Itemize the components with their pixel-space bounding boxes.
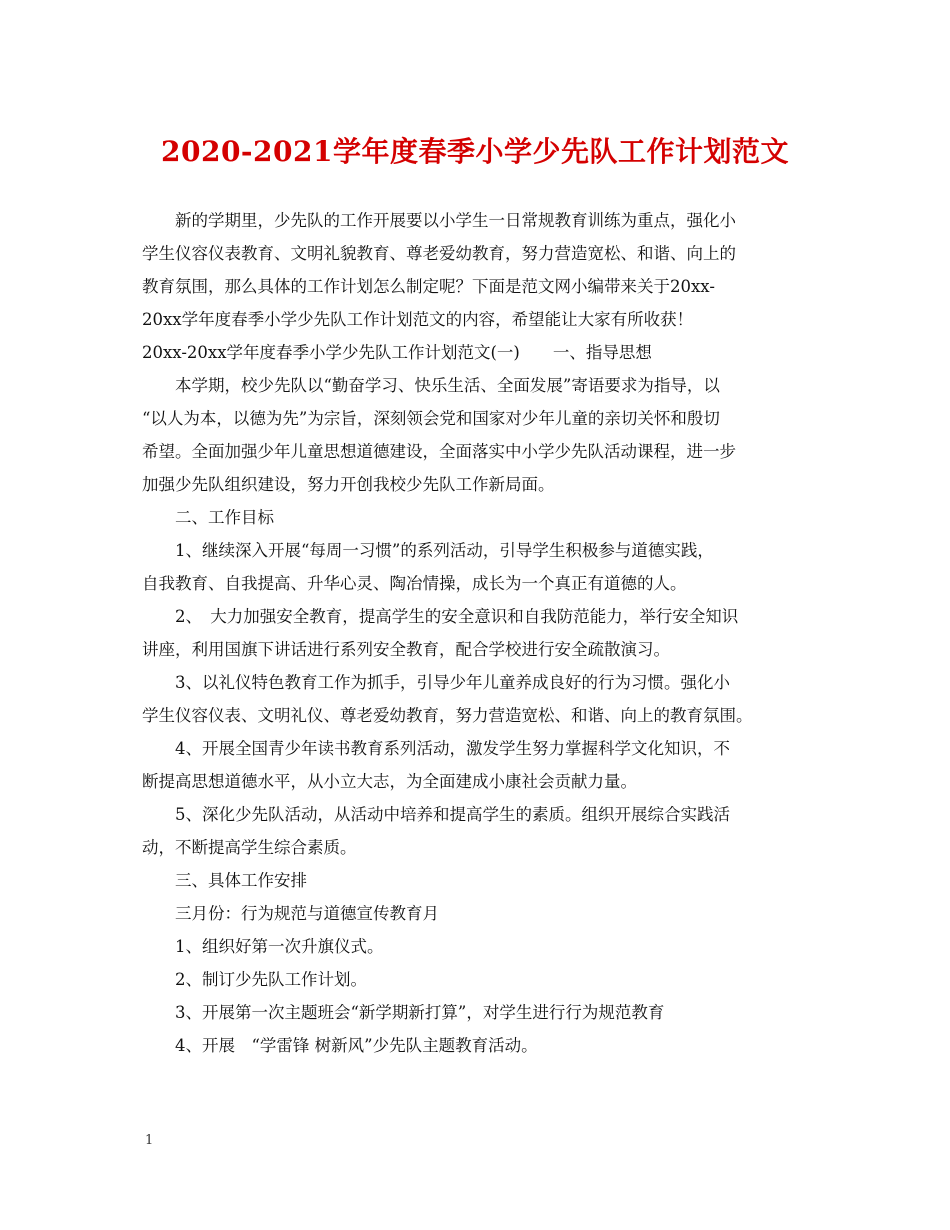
text-line: 学生仪容仪表教育、文明礼貌教育、尊老爱幼教育，努力营造宽松、和谐、向上的	[142, 244, 736, 263]
text-line: 4、开展 “学雷锋 树新风”少先队主题教育活动。	[175, 1036, 538, 1055]
text-line: 二、工作目标	[175, 508, 274, 527]
text-line: 3、开展第一次主题班会“新学期新打算”，对学生进行行为规范教育	[175, 1003, 665, 1022]
text-line: 加强少先队组织建设，努力开创我校少先队工作新局面。	[142, 475, 555, 494]
text-line: 三月份：行为规范与道德宣传教育月	[175, 904, 439, 923]
text-line: 2、 大力加强安全教育，提高学生的安全意识和自我防范能力，举行安全知识	[175, 607, 739, 626]
text-line: 20xx学年度春季小学少先队工作计划范文的内容，希望能让大家有所收获！	[142, 310, 694, 329]
page-number: 1	[145, 1133, 154, 1148]
text-line: 本学期，校少先队以“勤奋学习、快乐生活、全面发展”寄语要求为指导，以	[175, 376, 720, 395]
document-body	[142, 204, 812, 1062]
text-line: 三、具体工作安排	[175, 871, 307, 890]
text-line: 20xx-20xx学年度春季小学少先队工作计划范文(一) 一、指导思想	[142, 343, 652, 362]
text-line: 1、继续深入开展“每周一习惯”的系列活动，引导学生积极参与道德实践，	[175, 541, 714, 560]
text-line: 2、制订少先队工作计划。	[175, 970, 367, 989]
text-line: 希望。全面加强少年儿童思想道德建设，全面落实中小学少先队活动课程，进一步	[142, 442, 736, 461]
document-title: 2020-2021学年度春季小学少先队工作计划范文	[161, 135, 789, 168]
text-line: 3、以礼仪特色教育工作为抓手，引导少年儿童养成良好的行为习惯。强化小	[175, 673, 730, 692]
text-line: 4、开展全国青少年读书教育系列活动，激发学生努力掌握科学文化知识，不	[175, 739, 730, 758]
text-line: 1、组织好第一次升旗仪式。	[175, 937, 384, 956]
text-line: 动，不断提高学生综合素质。	[142, 838, 357, 857]
text-line: 新的学期里，少先队的工作开展要以小学生一日常规教育训练为重点，强化小	[175, 211, 736, 230]
text-line: 自我教育、自我提高、升华心灵、陶冶情操，成长为一个真正有道德的人。	[142, 574, 687, 593]
text-line: 学生仪容仪表、文明礼仪、尊老爱幼教育，努力营造宽松、和谐、向上的教育氛围。	[142, 706, 753, 725]
text-line: 5、深化少先队活动，从活动中培养和提高学生的素质。组织开展综合实践活	[175, 805, 730, 824]
text-line: 断提高思想道德水平，从小立大志，为全面建成小康社会贡献力量。	[142, 772, 637, 791]
text-line: “以人为本，以德为先”为宗旨，深刻领会党和国家对少年儿童的亲切关怀和殷切	[142, 409, 720, 428]
text-line: 教育氛围，那么具体的工作计划怎么制定呢？下面是范文网小编带来关于20xx-	[142, 277, 715, 296]
text-line: 讲座，利用国旗下讲话进行系列安全教育，配合学校进行安全疏散演习。	[142, 640, 670, 659]
